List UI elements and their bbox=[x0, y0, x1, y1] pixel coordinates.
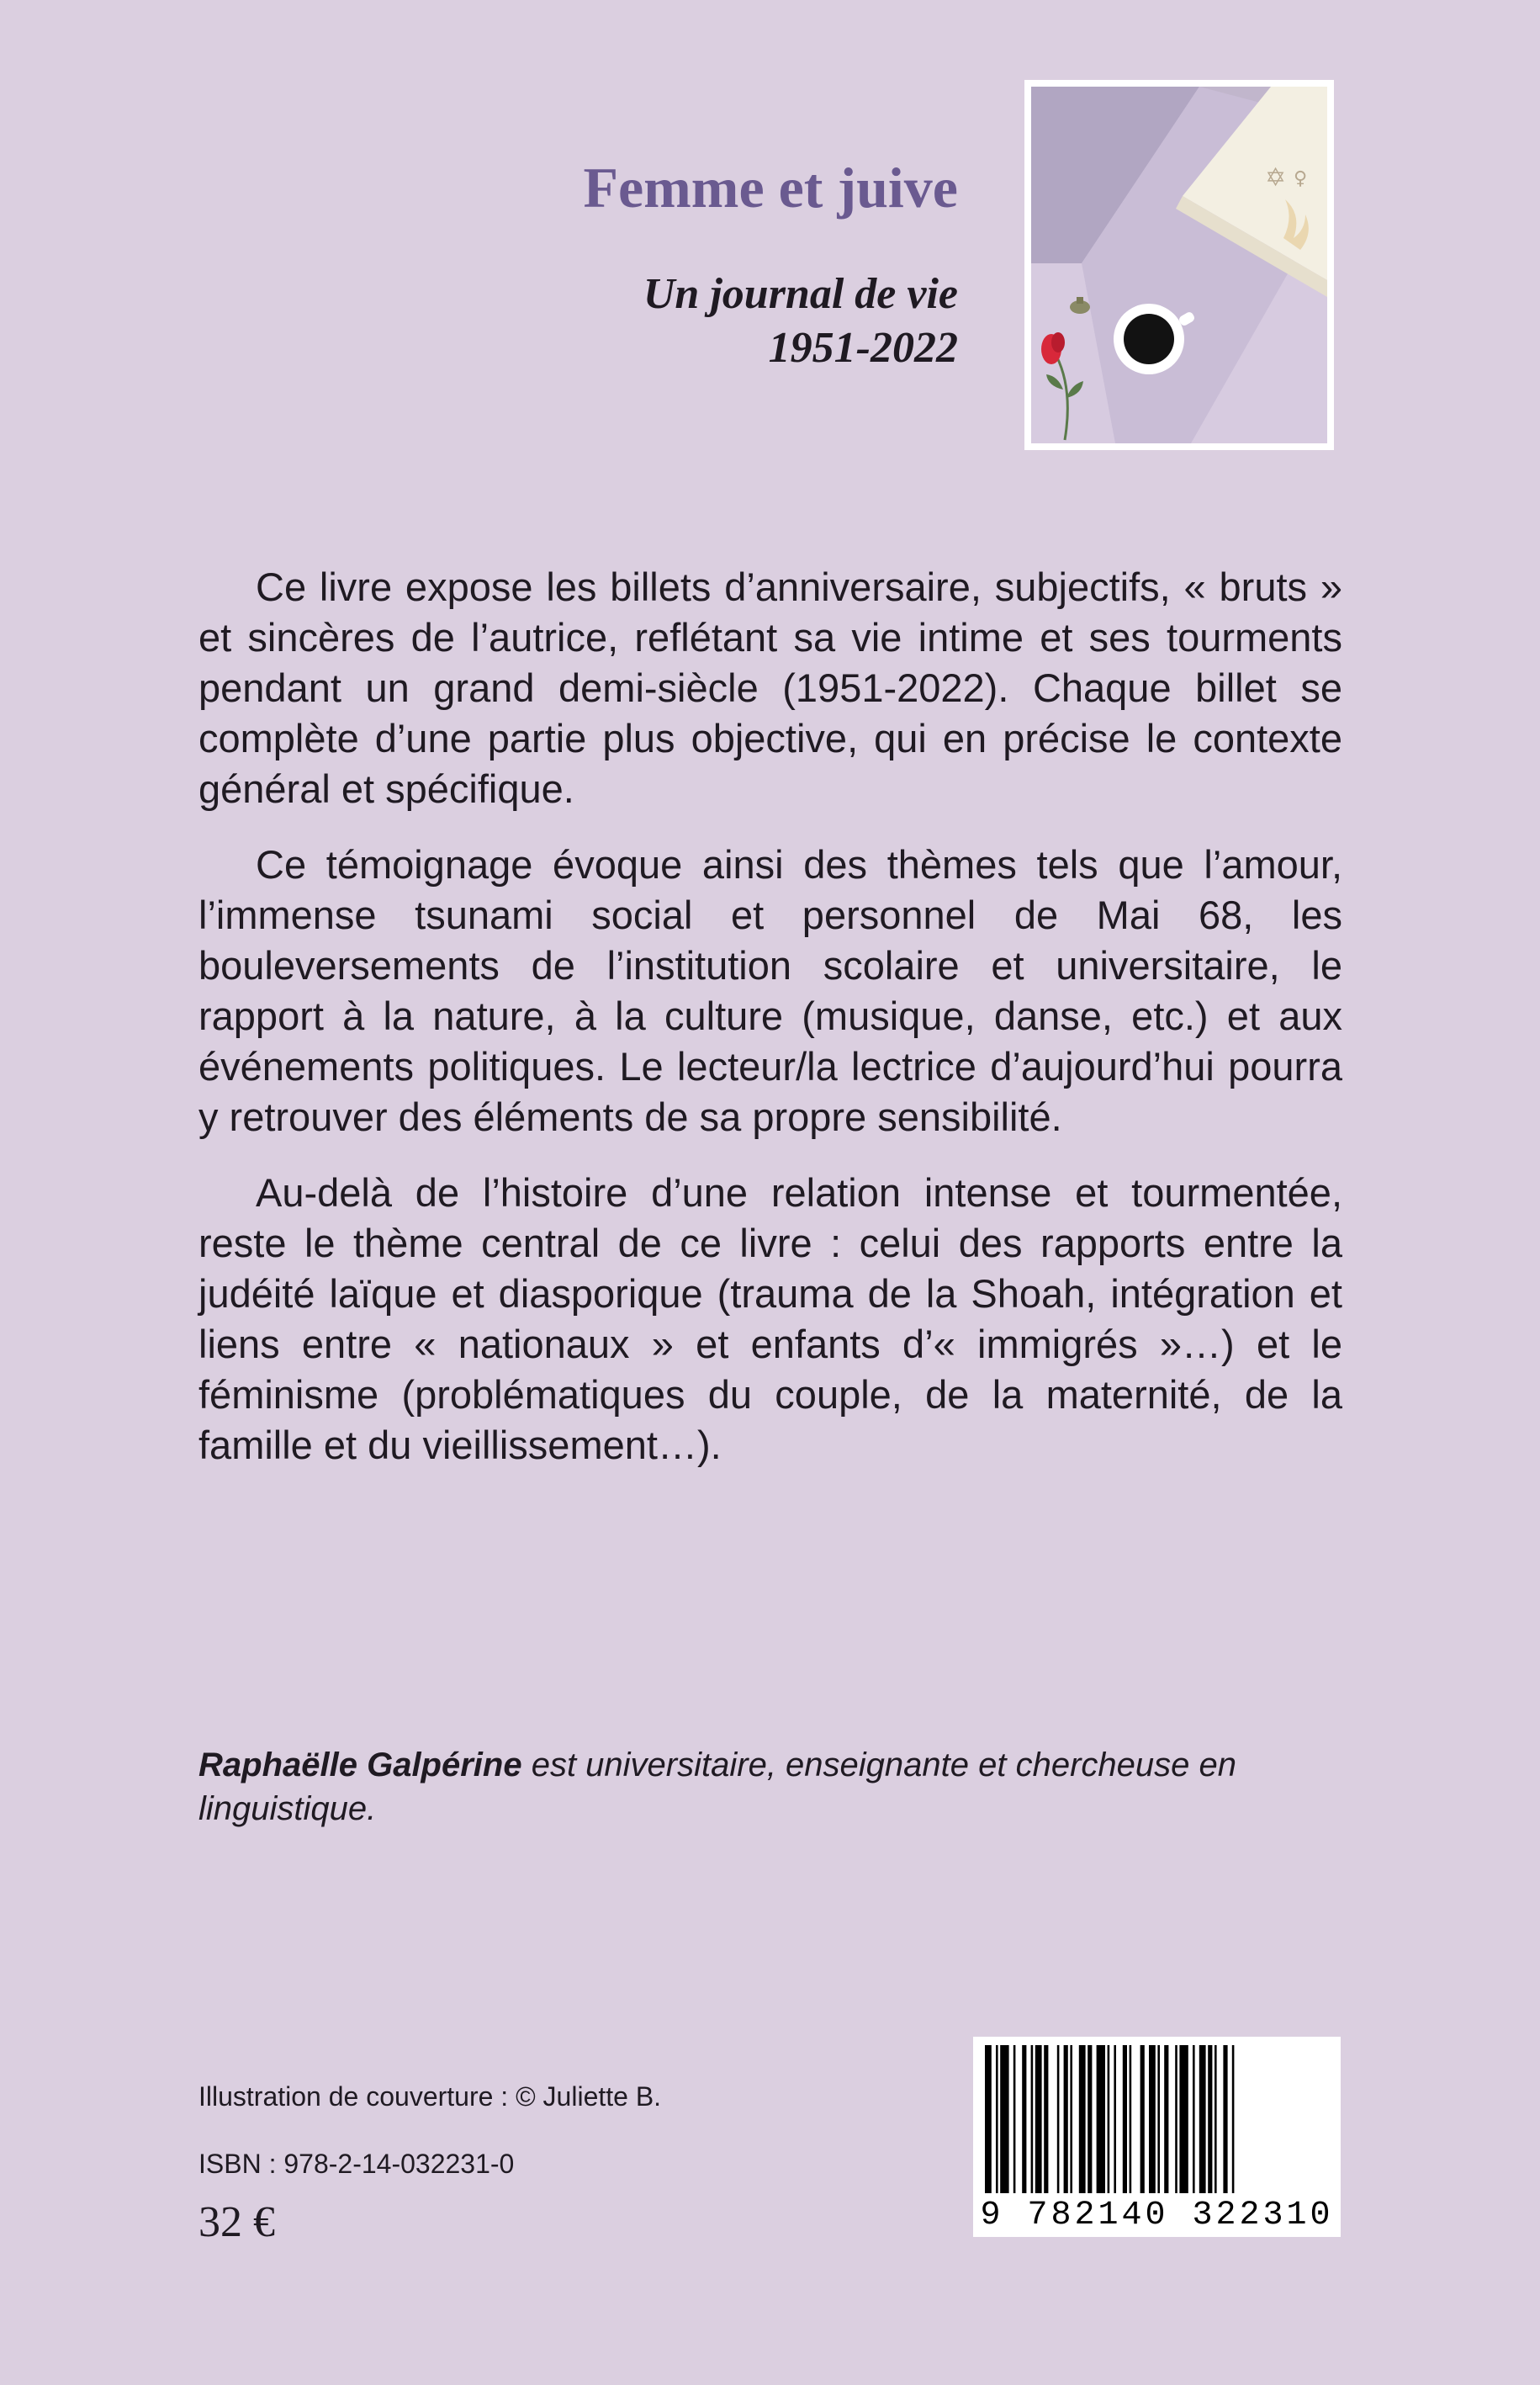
barcode-bar bbox=[1031, 2045, 1034, 2193]
blurb bbox=[198, 562, 1342, 1496]
barcode-bar bbox=[1064, 2045, 1068, 2193]
barcode-bar bbox=[1223, 2045, 1227, 2193]
barcode-bar bbox=[1130, 2045, 1132, 2193]
subtitle-years: 1951-2022 bbox=[768, 324, 958, 372]
cover-illustration bbox=[1024, 80, 1334, 450]
author-name: Raphaëlle Galpérine bbox=[198, 1746, 522, 1783]
blurb-paragraph: Ce témoignage évoque ainsi des thèmes tels que l’amour, l’immense tsunami social et personnel de Mai 68, les bouleversements de l’institution scolaire et universitaire, le rapport à la nature, à la culture (musique, danse, etc.) et aux événements politiques. Le lecteur/la lectrice d’aujourd’hui pourra y retrouver des éléments de sa propre sensibilité. bbox=[198, 842, 1342, 1139]
barcode-bar bbox=[1000, 2045, 1008, 2193]
book-subtitle bbox=[643, 268, 958, 375]
subtitle-line: Un journal de vie bbox=[643, 270, 958, 318]
author-bio bbox=[198, 1743, 1342, 1831]
barcode-bar bbox=[1199, 2045, 1206, 2193]
barcode-number: 9 782140 322310 bbox=[973, 2197, 1341, 2235]
barcode-bar bbox=[1164, 2045, 1168, 2193]
barcode-bar bbox=[1179, 2045, 1188, 2193]
barcode-bar bbox=[1175, 2045, 1177, 2193]
barcode-bar bbox=[1013, 2045, 1016, 2193]
barcode-bar bbox=[1070, 2045, 1072, 2193]
barcode-bar bbox=[1088, 2045, 1092, 2193]
barcode-bar bbox=[985, 2045, 992, 2193]
barcode-bar bbox=[1057, 2045, 1060, 2193]
book-title: Femme et juive bbox=[583, 156, 958, 220]
barcode-bar bbox=[1232, 2045, 1235, 2193]
svg-text:♀: ♀ bbox=[1294, 168, 1308, 189]
barcode-bar bbox=[1097, 2045, 1105, 2193]
isbn: ISBN : 978-2-14-032231-0 bbox=[198, 2149, 515, 2179]
barcode-bar bbox=[1215, 2045, 1217, 2193]
barcode bbox=[973, 2037, 1341, 2237]
illustration-credit: Illustration de couverture : © Juliette B. bbox=[198, 2081, 662, 2112]
barcode-bar bbox=[1114, 2045, 1116, 2193]
barcode-bar bbox=[1140, 2045, 1145, 2193]
barcode-bar bbox=[1208, 2045, 1212, 2193]
barcode-bar bbox=[1157, 2045, 1160, 2193]
blurb-paragraph: Ce livre expose les billets d’anniversaire, subjectifs, « bruts » et sincères de l’autrice, reflétant sa vie intime et ses tourments pendant un grand demi-siècle (1951-2022). Chaque billet se complète d’une partie plus objective, qui en précise le contexte général et spécifique. bbox=[198, 564, 1342, 811]
barcode-bar bbox=[1022, 2045, 1026, 2193]
barcode-bar bbox=[996, 2045, 998, 2193]
barcode-bar bbox=[1149, 2045, 1156, 2193]
blurb-paragraph: Au-delà de l’histoire d’une relation intense et tourmentée, reste le thème central de ce livre : celui des rapports entre la judéité laïque et diasporique (trauma de la Shoah, intégration et liens entre « nationaux » et enfants d’« immigrés »…) et le féminisme (problématiques du couple, de la maternité, de la famille et du vieillissement…). bbox=[198, 1170, 1342, 1467]
barcode-bar bbox=[1108, 2045, 1110, 2193]
barcode-bar bbox=[1035, 2045, 1042, 2193]
svg-text:✡: ✡ bbox=[1265, 163, 1287, 193]
author-description: est universitaire, enseignante et chercheuse en linguistique. bbox=[198, 1746, 1237, 1827]
barcode-bar bbox=[1079, 2045, 1086, 2193]
barcode-bar bbox=[1193, 2045, 1195, 2193]
barcode-bar bbox=[1044, 2045, 1048, 2193]
price: 32 € bbox=[198, 2198, 275, 2246]
barcode-bar bbox=[1123, 2045, 1127, 2193]
